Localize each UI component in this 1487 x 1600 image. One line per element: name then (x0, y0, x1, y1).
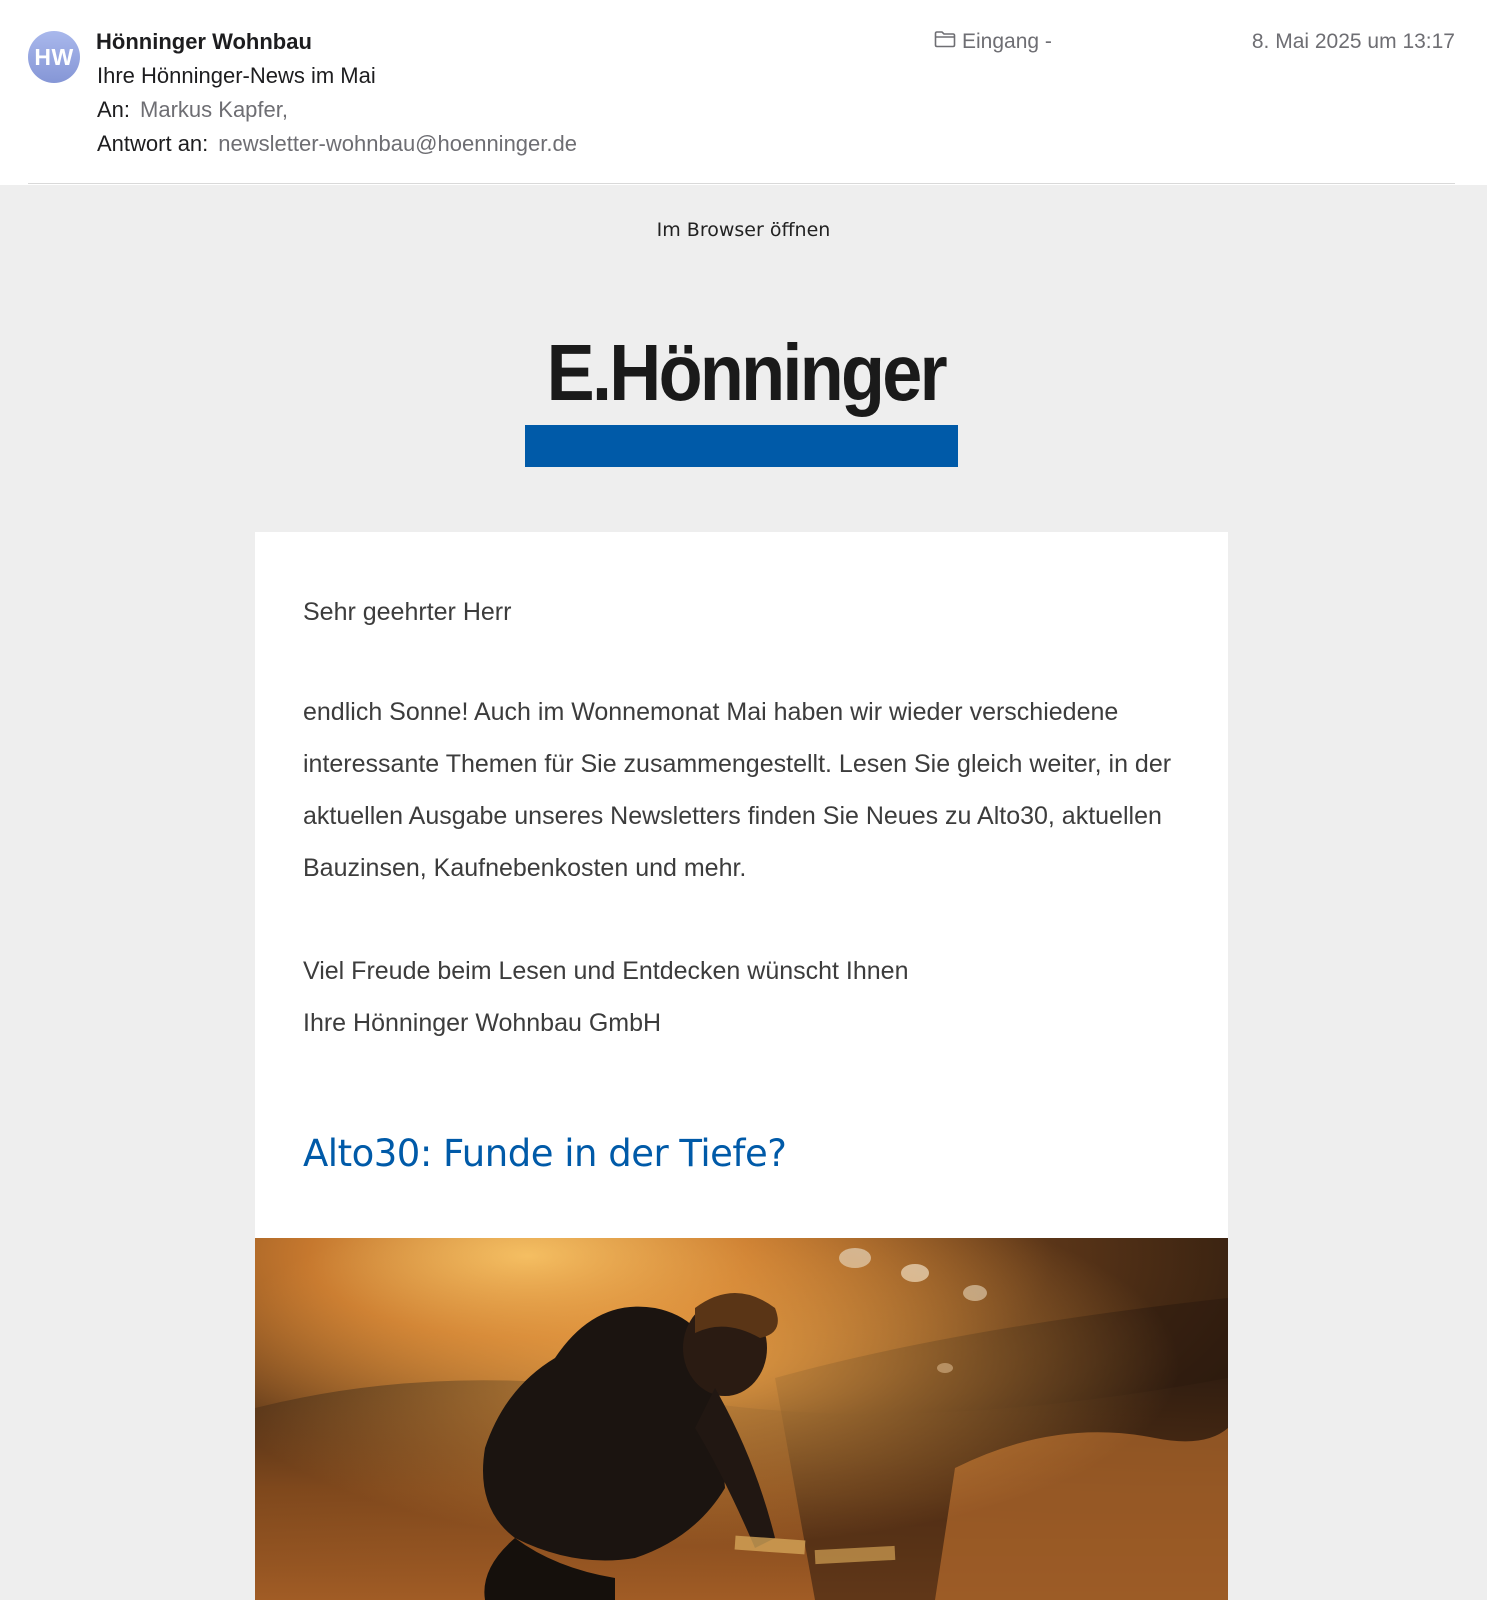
logo-wordmark: E.Hönninger (546, 328, 945, 417)
logo-blue-bar (525, 425, 958, 467)
section-title-alto30[interactable]: Alto30: Funde in der Tiefe? (303, 1132, 787, 1175)
recipient-value[interactable]: Markus Kapfer, (140, 97, 288, 122)
brand-logo[interactable] (525, 328, 958, 467)
intro-paragraph: endlich Sonne! Auch im Wonnemonat Mai haben wir wieder verschiedene interessante Themen für Sie zusammengestellt. Lesen Sie gleich weiter, in der aktuellen Ausgabe unseres Newsletters finden Sie Neues zu Alto30, aktuellen Bauzinsen, Kaufnebenkosten und mehr. (303, 698, 1172, 882)
recipient-row (97, 97, 288, 123)
closing-paragraph (303, 945, 1183, 1049)
mailbox-indicator[interactable] (934, 30, 1052, 54)
reply-to-label: Antwort an: (97, 131, 209, 156)
folder-icon (934, 30, 956, 54)
closing-line: Viel Freude beim Lesen und Entdecken wünscht Ihnen (303, 957, 909, 985)
mail-subject: Ihre Hönninger-News im Mai (97, 63, 376, 88)
header-divider (28, 183, 1455, 184)
reply-to-row (97, 131, 577, 157)
content-card (255, 532, 1228, 1600)
sender-avatar: HW (28, 31, 80, 83)
mail-header (0, 0, 1487, 185)
recipient-label: An: (97, 97, 131, 122)
newsletter-body (0, 185, 1487, 1600)
open-in-browser-link[interactable]: Im Browser öffnen (656, 219, 831, 241)
mail-date: 8. Mai 2025 um 13:17 (1251, 30, 1455, 53)
sender-name: Hönninger Wohnbau (96, 29, 312, 54)
excavation-photo[interactable] (255, 1238, 1228, 1600)
reply-to-value[interactable]: newsletter-wohnbau@hoenninger.de (218, 131, 577, 156)
closing-signature: Ihre Hönninger Wohnbau GmbH (303, 1009, 662, 1037)
mailbox-name: Eingang - (962, 30, 1052, 53)
salutation: Sehr geehrter Herr (303, 598, 512, 626)
photo-illustration (255, 1238, 1228, 1600)
